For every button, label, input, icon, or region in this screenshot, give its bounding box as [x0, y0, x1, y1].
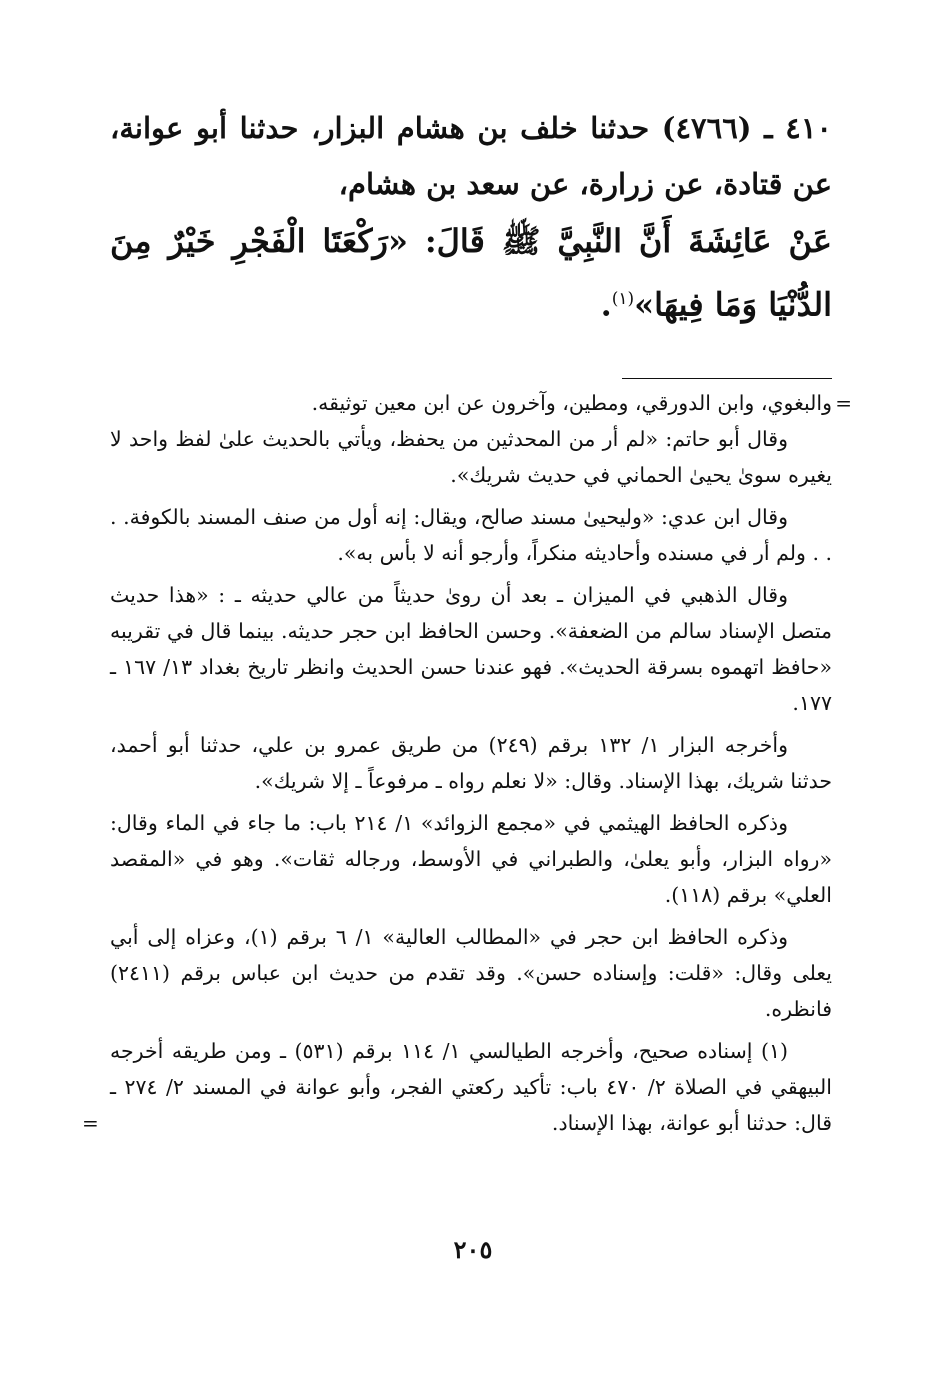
footnote-text: وقال الذهبي في الميزان ـ بعد أن روىٰ حديثاً من عالي حديثه ـ : «هذا حديث متصل الإسناد سالم من الضعفة». وحسن الحافظ ابن حجر حديثه. بينما قال في تقريبه «حافظ اتهموه بسرقة الحديث». فهو عندنا حسن الحديث وانظر تاريخ بغداد ١٣/ ١٦٧ ـ ١٧٧.	[110, 582, 832, 715]
footnote-paragraph	[110, 919, 832, 1027]
footnote-text: وأخرجه البزار ١/ ١٣٢ برقم (٢٤٩) من طريق عمرو بن علي، حدثنا أبو أحمد، حدثنا شريك، بهذا الإسناد. وقال: «لا نعلم رواه ـ مرفوعاً ـ إلا شريك».	[110, 732, 832, 793]
footnote-paragraph	[110, 499, 832, 571]
hadith-text	[110, 212, 832, 334]
footnote-separator	[622, 378, 832, 379]
footnote-text: والبغوي، وابن الدورقي، ومطين، وآخرون عن ابن معين توثيقه.	[311, 390, 832, 415]
footnote-paragraph	[110, 727, 832, 799]
footnote-paragraph-continued	[110, 385, 852, 421]
continuation-mark-end: =	[82, 1110, 99, 1135]
footnote-text: وذكره الحافظ الهيثمي في «مجمع الزوائد» ١/ ٢١٤ باب: ما جاء في الماء وقال: «رواه البزار، وأبو يعلىٰ، والطبراني في الأوسط، ورجاله ثقات». وهو في «المقصد العلي» برقم (١١٨).	[110, 810, 832, 907]
hadith-matn-text: عَنْ عَائِشَةَ أَنَّ النَّبِيَّ ﷺ قَالَ: «رَكْعَتَا الْفَجْرِ خَيْرٌ مِنَ الدُّنْيَا وَمَا فِيهَا»	[110, 222, 833, 324]
hadith-end-punctuation: .	[600, 285, 612, 324]
footnote-reference: (١)	[611, 289, 635, 309]
hadith-chain-of-narration	[110, 100, 832, 212]
continuation-mark-start: =	[835, 390, 852, 415]
footnote-text: وقال ابن عدي: «وليحيىٰ مسند صالح، ويقال: إنه أول من صنف المسند بالكوفة. . . . ولم أر في مسنده وأحاديثه منكراً، وأرجو أنه لا بأس به».	[110, 504, 832, 565]
footnote-paragraph	[110, 805, 832, 913]
footnote-text: وذكره الحافظ ابن حجر في «المطالب العالية» ١/ ٦ برقم (١)، وعزاه إلى أبي يعلى وقال: «قلت: وإسناده حسن». وقد تقدم من حديث ابن عباس برقم (٢٤١١) فانظره.	[110, 924, 832, 1021]
footnote-1	[82, 1033, 832, 1141]
footnote-paragraph	[110, 421, 832, 493]
footnote-text: وقال أبو حاتم: «لم أر من المحدثين من يحفظ، ويأتي بالحديث علىٰ لفظ واحد لا يغيره سوىٰ يحيىٰ الحماني في حديث شريك».	[110, 426, 832, 487]
hadith-header-text: ٤١٠ ـ (٤٧٦٦) حدثنا خلف بن هشام البزار، حدثنا أبو عوانة، عن قتادة، عن زرارة، عن سعد بن هشام،	[110, 111, 832, 201]
footnotes-section	[82, 385, 852, 1141]
page-number: ٢٠٥	[453, 1235, 493, 1264]
footnote-paragraph	[110, 577, 832, 721]
footnote-text: (١) إسناده صحيح، وأخرجه الطيالسي ١/ ١١٤ برقم (٥٣١) ـ ومن طريقه أخرجه البيهقي في الصلاة ٢/ ٤٧٠ باب: تأكيد ركعتي الفجر، وأبو عوانة في المسند ٢/ ٢٧٤ ـ قال: حدثنا أبو عوانة، بهذا الإسناد.	[110, 1038, 832, 1135]
book-page	[82, 100, 852, 1300]
